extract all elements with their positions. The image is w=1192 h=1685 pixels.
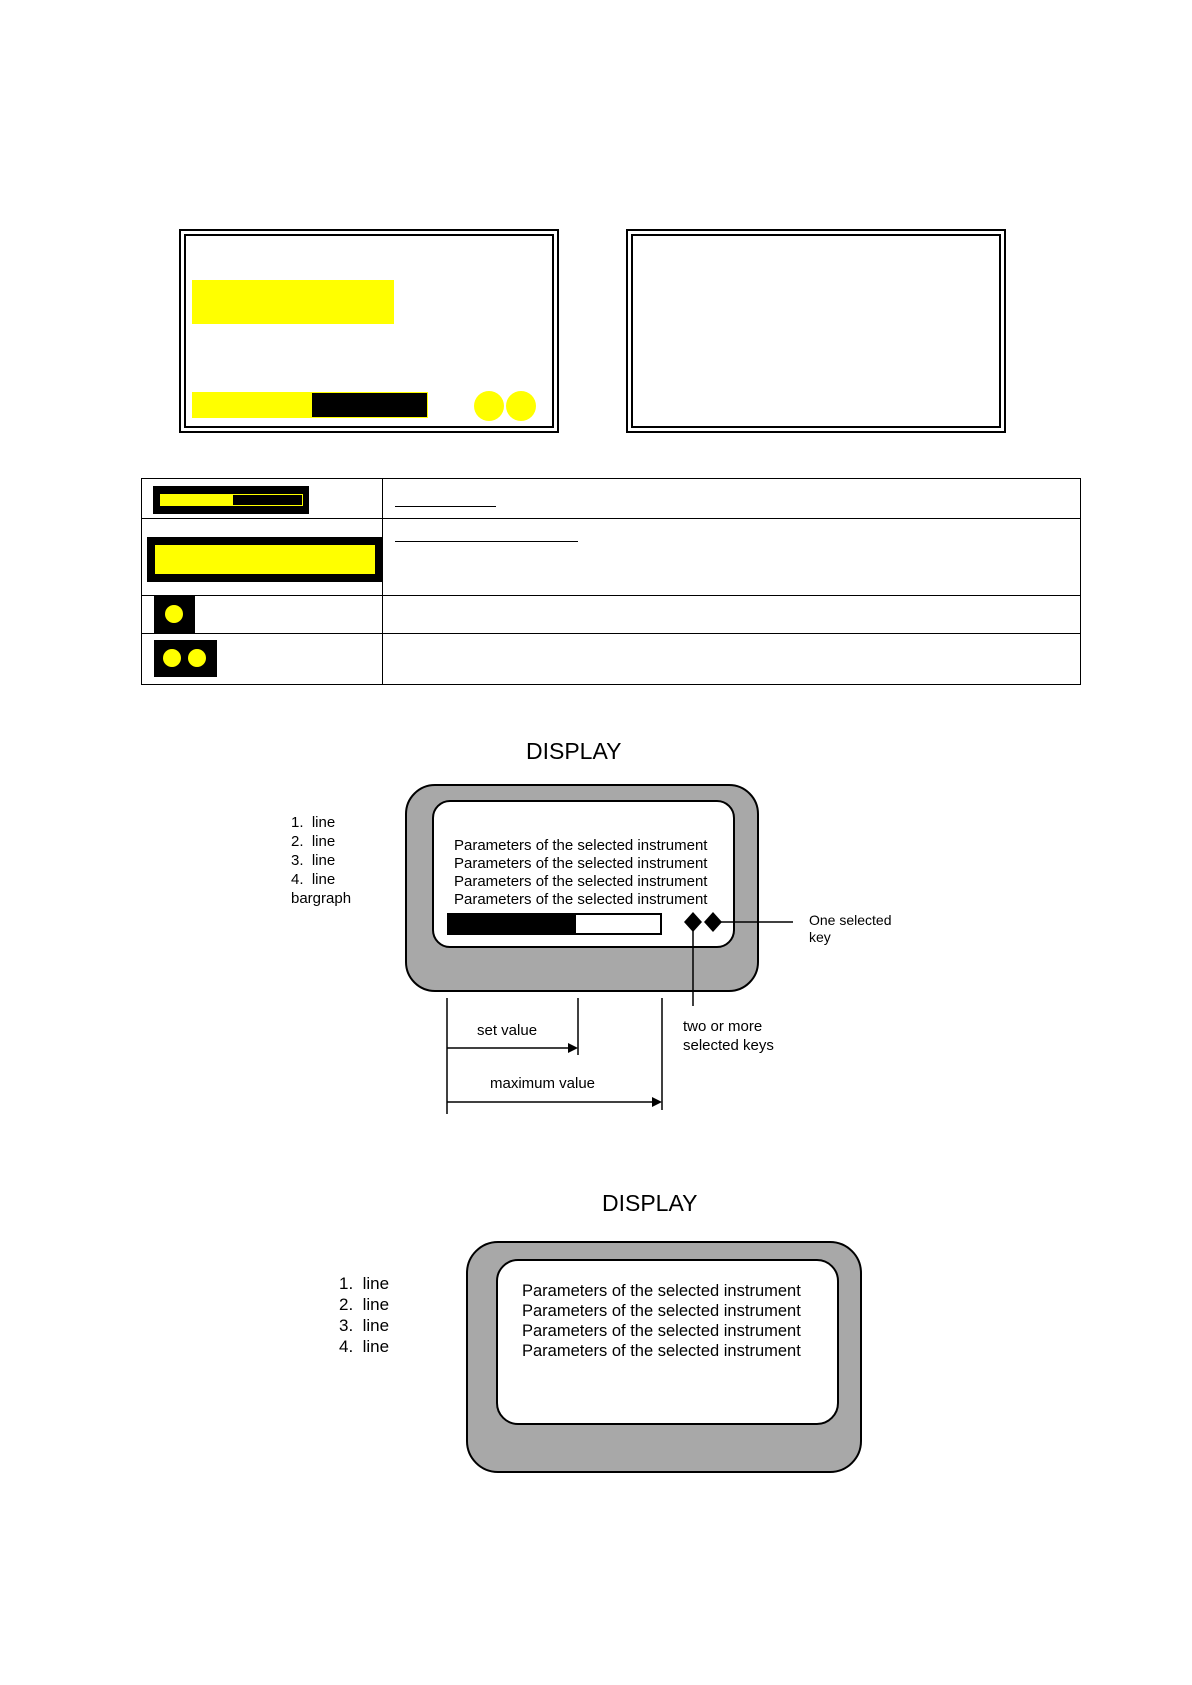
one-key-label [809,912,892,946]
one-key-label-line: One selected [809,912,892,928]
line-label: 4. line [339,1337,390,1356]
line-labels-2 [339,1273,389,1357]
one-key-label-line: key [809,929,831,945]
line-label: 3. line [291,852,336,869]
parameter-line: Parameters of the selected instrument [522,1302,801,1320]
max-value-label: maximum value [490,1075,596,1092]
parameter-line: Parameters of the selected instrument [454,855,708,872]
multi-key-label-line: two or more [683,1018,763,1035]
parameter-line: Parameters of the selected instrument [454,873,708,890]
parameter-lines-2 [522,1281,801,1361]
line-label: 3. line [339,1316,390,1335]
multi-key-label [683,1017,774,1055]
display-bezel-2 [466,1241,862,1473]
display-screen-2 [496,1259,839,1425]
line-label: 2. line [339,1295,390,1314]
display-title-2: DISPLAY [602,1190,698,1216]
line-label: 1. line [291,814,336,831]
display-title: DISPLAY [526,738,622,764]
parameter-line: Parameters of the selected instrument [454,891,708,908]
line-label: 1. line [339,1274,390,1293]
parameter-line: Parameters of the selected instrument [522,1282,801,1300]
line-label: bargraph [291,890,352,907]
parameter-line: Parameters of the selected instrument [454,837,708,854]
max-value-arrowhead [652,1097,662,1107]
line-label: 4. line [291,871,336,888]
parameter-line: Parameters of the selected instrument [522,1322,801,1340]
multi-key-label-line: selected keys [683,1037,774,1054]
set-value-label: set value [477,1022,538,1039]
parameter-line: Parameters of the selected instrument [522,1342,801,1360]
set-value-arrowhead [568,1043,578,1053]
line-label: 2. line [291,833,336,850]
